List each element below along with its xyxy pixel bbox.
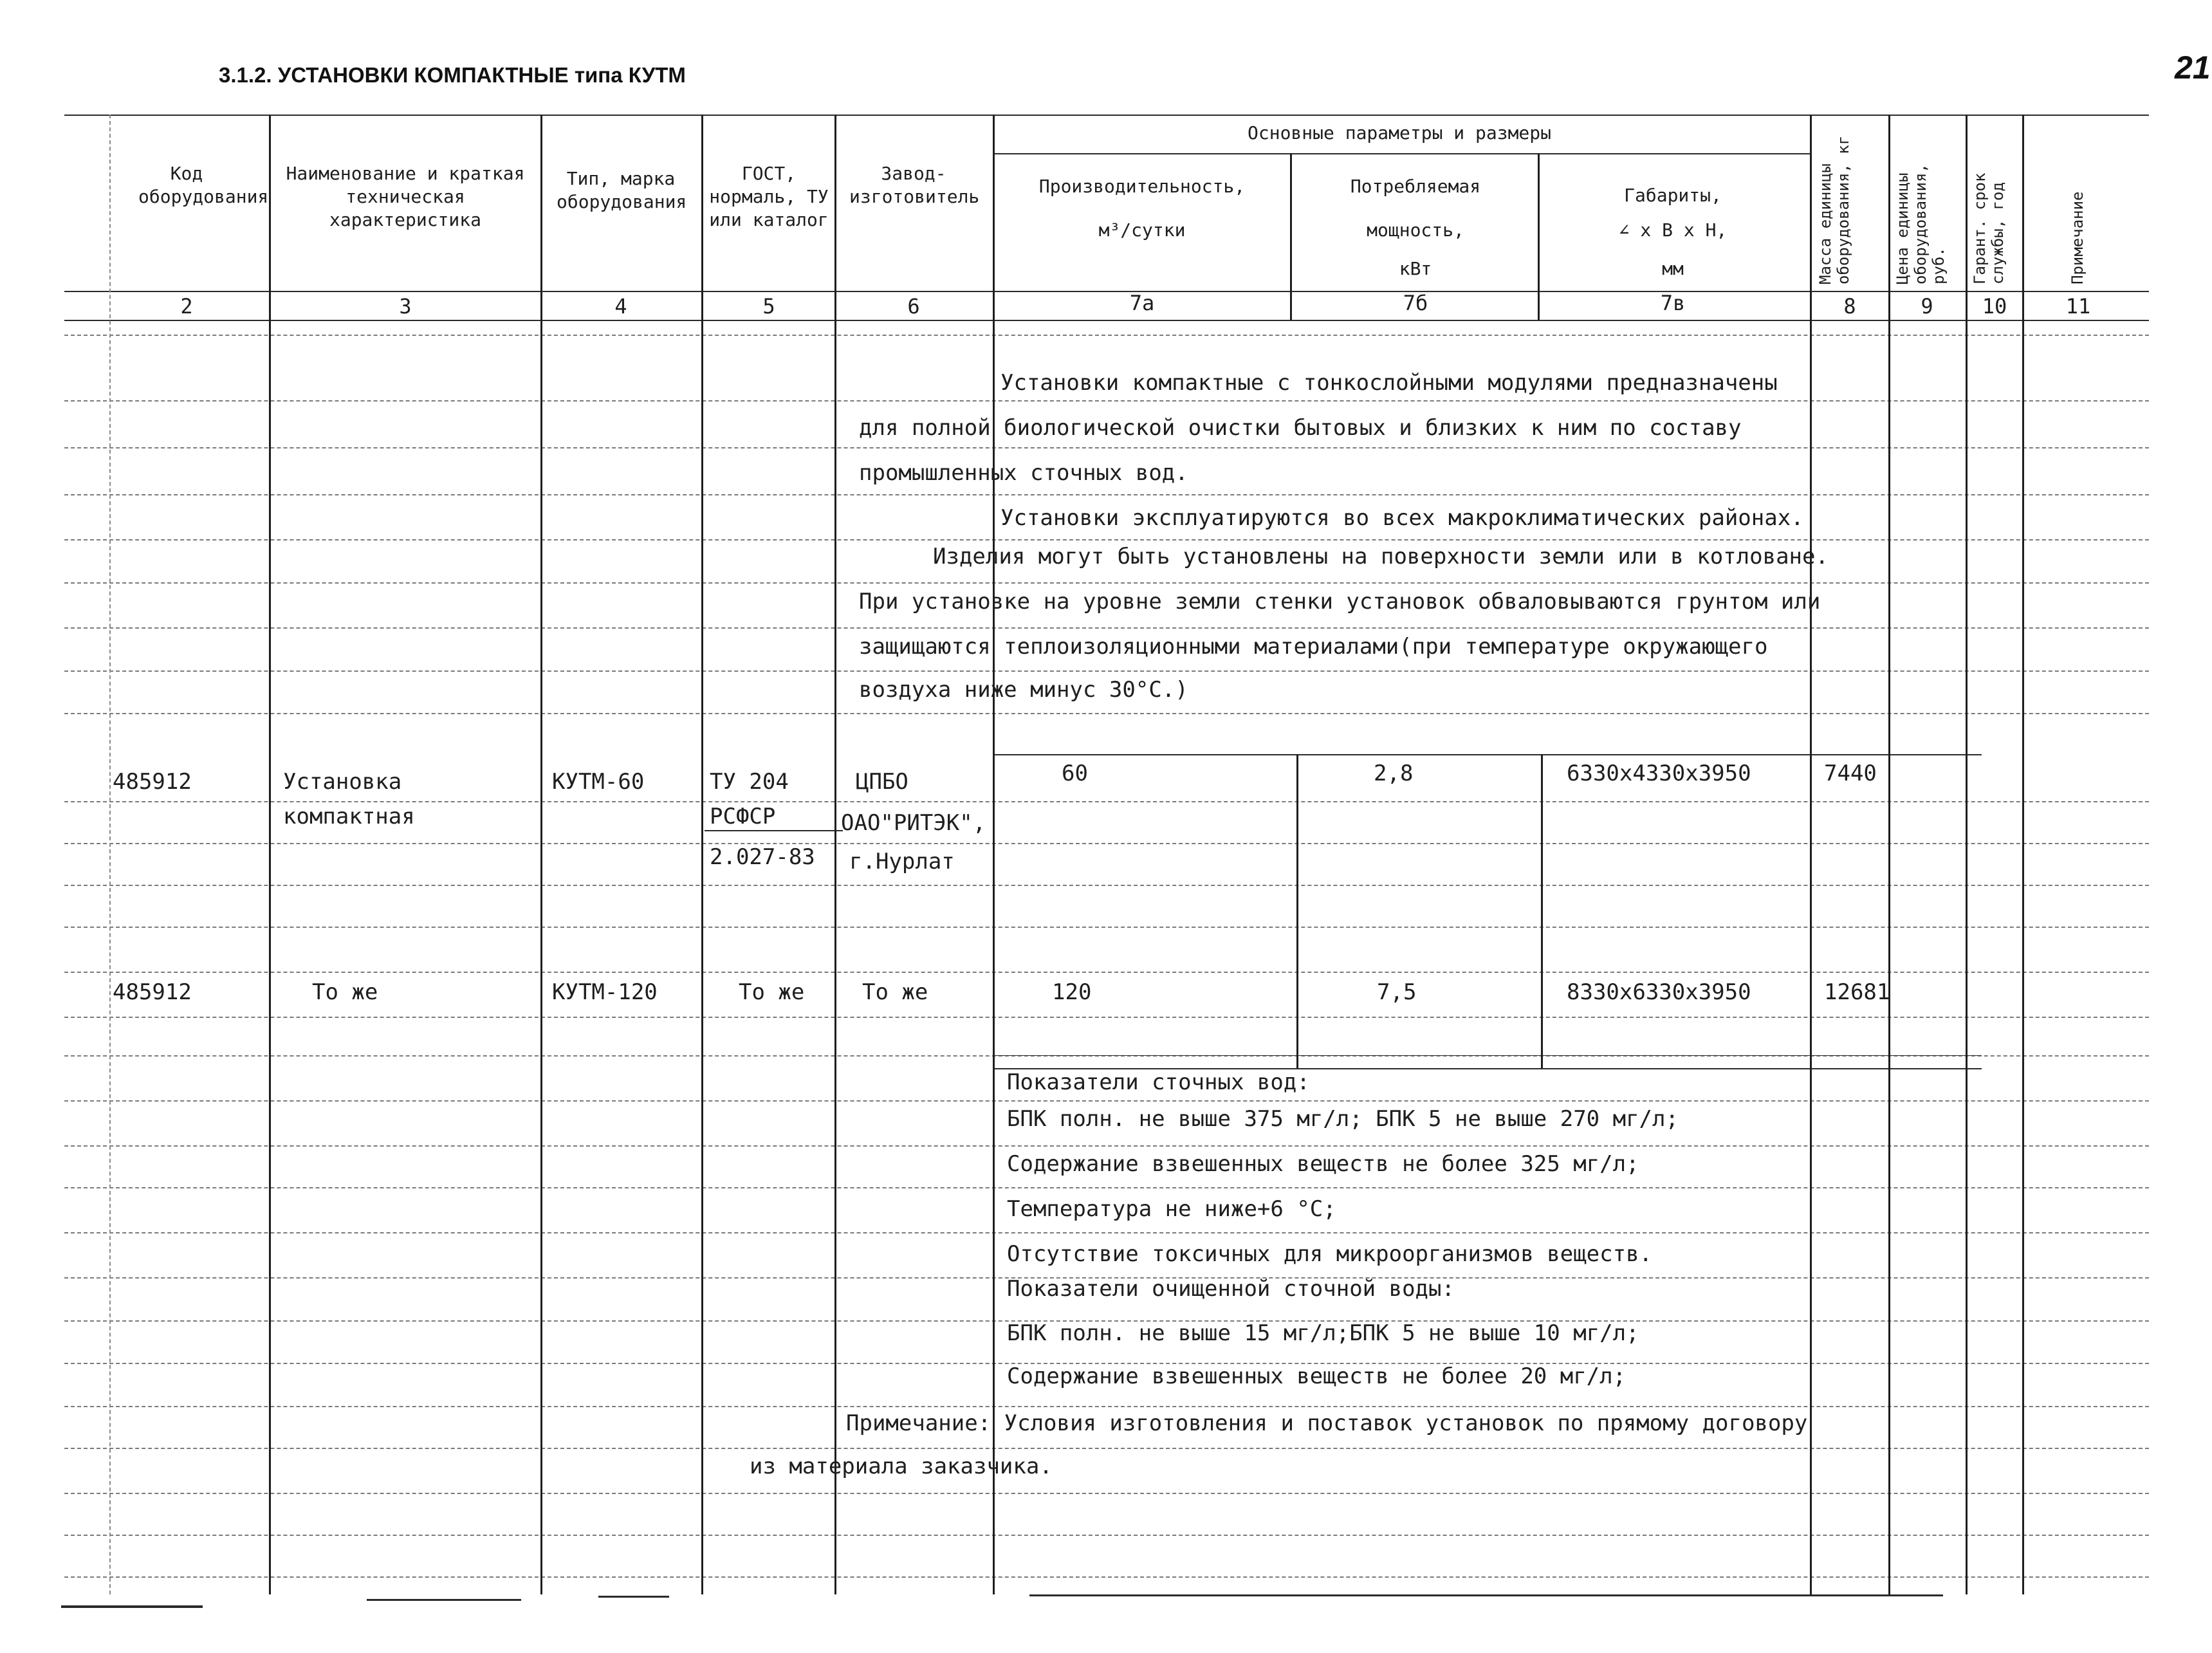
row1-type: КУТМ-60: [552, 769, 645, 795]
header-note: Примечание: [2069, 191, 2087, 284]
row1-maker-3: г.Нурлат: [849, 849, 955, 874]
page-number: 21: [2175, 50, 2211, 86]
header-bottom-line: [64, 291, 2149, 292]
rule-line: [64, 1017, 2149, 1018]
gost-cell-line: [705, 830, 843, 831]
footer-mark: [61, 1605, 203, 1608]
col-line-9: [1888, 115, 1890, 1594]
row1-top-line: [994, 754, 1982, 755]
rule-line: [64, 713, 2149, 714]
header-price: Цена единицы оборудования, руб.: [1894, 163, 1948, 284]
header-name: Наименование и краткая техническая характеристика: [286, 163, 525, 230]
rule-line: [64, 627, 2149, 629]
requirements-line: Содержание взвешенных веществ не более 20 мг/л;: [1007, 1363, 1627, 1389]
col-number: 8: [1843, 294, 1856, 319]
intro-line: воздуха ниже минус 30°С.): [859, 677, 1188, 703]
header-maker: Завод-изготовитель: [849, 163, 980, 207]
header-productivity-1: Производительность,: [1038, 176, 1246, 197]
rule-line: [64, 539, 2149, 540]
rule-line: [64, 1100, 2149, 1102]
header-warranty: Гарант. срок службы, год: [1971, 172, 2007, 284]
footer-mark: [598, 1596, 669, 1598]
header-power-1: Потребляемая: [1350, 176, 1481, 197]
col-number: 7б: [1403, 291, 1428, 315]
row1-name-2: компактная: [283, 804, 415, 829]
intro-line: Установки эксплуатируются во всех макроклиматических районах.: [1000, 505, 1804, 531]
row2-bottom-line-2: [994, 1055, 1982, 1056]
col-number: 7а: [1129, 291, 1155, 315]
col-line-1: [269, 115, 271, 1594]
header-power-3: кВт: [1399, 258, 1432, 279]
intro-line: Установки компактные с тонкослойными модулями предназначены: [1000, 370, 1778, 396]
col-line-2: [540, 115, 542, 1594]
table-top-border: [64, 115, 2149, 116]
row2-gost: То же: [739, 979, 805, 1005]
header-dims-2: ∠ х В х Н,: [1618, 219, 1728, 241]
rule-line: [64, 1145, 2149, 1147]
row2-productivity: 120: [1052, 979, 1092, 1005]
rule-line: [64, 843, 2149, 844]
header-dims-3: мм: [1662, 258, 1684, 279]
rule-line: [64, 801, 2149, 802]
rule-line: [64, 885, 2149, 886]
intro-line: промышленных сточных вод.: [859, 460, 1188, 486]
col-line-7a: [1290, 153, 1292, 320]
rule-line: [64, 1232, 2149, 1233]
section-title: 3.1.2. УСТАНОВКИ КОМПАКТНЫЕ типа КУТМ: [219, 63, 686, 87]
col-number: 11: [2065, 294, 2091, 319]
rule-line: [64, 400, 2149, 402]
row1-gost-2: РСФСР: [710, 804, 776, 829]
header-code: Код оборудования: [138, 163, 269, 207]
intro-line: для полной биологической очистки бытовых и близких к ним по составу: [859, 415, 1742, 441]
intro-line: При установке на уровне земли стенки установок обваловываются грунтом или: [859, 589, 1821, 614]
rule-line: [64, 582, 2149, 584]
requirements-line: БПК полн. не выше 15 мг/л;БПК 5 не выше 10 мг/л;: [1007, 1320, 1639, 1346]
rule-line: [64, 1493, 2149, 1494]
row1-code: 485912: [113, 769, 192, 795]
row2-code: 485912: [113, 979, 192, 1005]
col-number: 9: [1921, 294, 1933, 319]
header-type: Тип, марка оборудования: [557, 168, 687, 212]
requirements-line: БПК полн. не выше 375 мг/л; БПК 5 не выше 270 мг/л;: [1007, 1106, 1679, 1132]
col-number: 3: [399, 294, 412, 319]
footer-mark: [1029, 1594, 1943, 1596]
col-line-11: [2022, 115, 2024, 1594]
rule-line: [64, 1448, 2149, 1449]
col-line-5: [993, 115, 995, 1594]
rule-line: [64, 494, 2149, 495]
rule-line: [64, 1535, 2149, 1536]
rule-line: [64, 1406, 2149, 1407]
col-line-7b: [1538, 153, 1540, 320]
col-line-4: [834, 115, 836, 1594]
row2-power: 7,5: [1377, 979, 1417, 1005]
rule-line: [64, 335, 2149, 336]
col-number: 10: [1982, 294, 2007, 319]
col-number: 7в: [1660, 291, 1686, 315]
col-line-10: [1966, 115, 1968, 1594]
intro-line: защищаются теплоизоляционными материалами(при температуре окружающего: [859, 634, 1768, 660]
footer-mark: [367, 1599, 521, 1601]
requirements-line: Температура не ниже+6 °С;: [1007, 1196, 1336, 1222]
row1-maker-2: ОАО"РИТЭК",: [841, 810, 986, 836]
col-line-8: [1810, 115, 1812, 1594]
header-productivity-2: м³/сутки: [1098, 219, 1186, 241]
header-main-params: Основные параметры и размеры: [1247, 122, 1552, 143]
row1-mass: 7440: [1824, 761, 1877, 786]
number-row-line: [64, 320, 2149, 321]
row2-name: То же: [312, 979, 378, 1005]
col-number: 4: [614, 294, 627, 319]
header-power-2: мощность,: [1367, 219, 1464, 241]
row2-type: КУТМ-120: [552, 979, 658, 1005]
rule-line: [64, 972, 2149, 973]
row1-gost-3: 2.027-83: [710, 844, 815, 870]
col-line-7b-data: [1541, 754, 1543, 1068]
row1-maker-1: ЦПБО: [856, 769, 908, 795]
note-line: Примечание: Условия изготовления и поставок установок по прямому договору: [846, 1410, 1808, 1436]
col-number: 6: [907, 294, 920, 319]
row1-name-1: Установка: [283, 769, 402, 795]
intro-line: Изделия могут быть установлены на поверхности земли или в котловане.: [933, 544, 1829, 569]
note-line: из материала заказчика.: [750, 1454, 1053, 1479]
requirements-line: Содержание взвешенных веществ не более 325 мг/л;: [1007, 1151, 1639, 1177]
params-header-line: [994, 153, 1811, 154]
col-number: 2: [180, 294, 193, 319]
header-mass: Масса единицы оборудования, кг: [1816, 135, 1852, 284]
row2-mass: 12681: [1824, 979, 1890, 1005]
header-gost: ГОСТ, нормаль, ТУ или каталог: [709, 163, 829, 230]
row1-gost-1: ТУ 204: [710, 769, 789, 795]
rule-line: [64, 1187, 2149, 1188]
row2-maker: То же: [862, 979, 928, 1005]
rule-line: [64, 927, 2149, 928]
row1-dims: 6330х4330х3950: [1567, 761, 1751, 786]
requirements-line: Отсутствие токсичных для микроорганизмов веществ.: [1007, 1241, 1653, 1267]
rule-line: [64, 670, 2149, 672]
row2-dims: 8330х6330х3950: [1567, 979, 1751, 1005]
col-number: 5: [762, 294, 775, 319]
col-line-code-left: [109, 115, 111, 1594]
rule-line: [64, 1576, 2149, 1578]
col-line-3: [701, 115, 703, 1594]
header-dims-1: Габариты,: [1624, 185, 1722, 206]
rule-line: [64, 447, 2149, 448]
row1-power: 2,8: [1374, 761, 1414, 786]
requirements-line: Показатели сточных вод:: [1007, 1069, 1310, 1095]
requirements-line: Показатели очищенной сточной воды:: [1007, 1276, 1455, 1302]
row1-productivity: 60: [1062, 761, 1088, 786]
col-line-7a-data: [1296, 754, 1298, 1068]
